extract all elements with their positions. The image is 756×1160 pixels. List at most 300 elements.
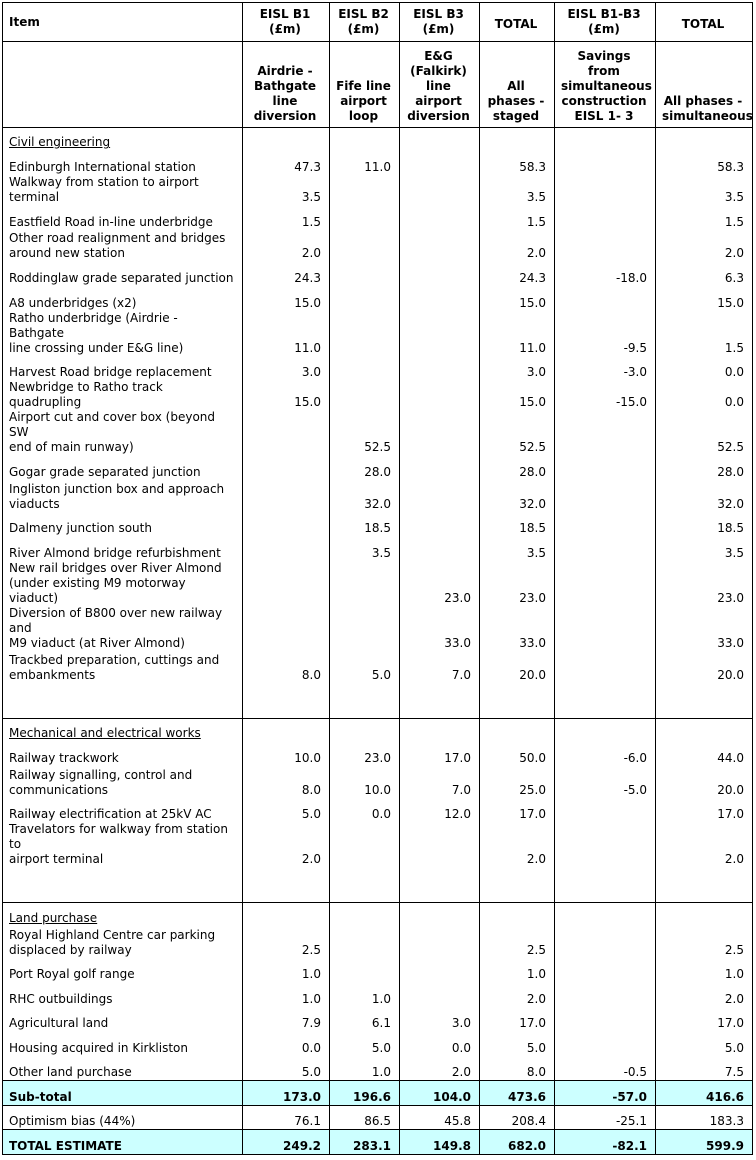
cell-value: 28.0 (717, 464, 744, 479)
total-value (330, 1081, 400, 1106)
section-header-row (3, 718, 753, 741)
value-cell (400, 455, 480, 480)
cell-value: 28.0 (519, 464, 546, 479)
table-row (3, 455, 753, 480)
cell-value: 17.0 (717, 1016, 744, 1031)
header-eisl-b1 (243, 3, 330, 42)
row-item-text: airport terminal (9, 852, 104, 867)
table-row (3, 356, 753, 381)
value-cell (330, 512, 400, 537)
row-item-text: Railway trackwork (9, 750, 119, 765)
table-row (3, 1031, 753, 1056)
value-cell (400, 651, 480, 683)
cell-value: 12.0 (444, 807, 471, 822)
value-cell (480, 311, 555, 356)
cell-value: 3.5 (724, 189, 744, 204)
cell-value: 15.0 (519, 295, 546, 310)
subheader-col3-line: line (426, 79, 451, 93)
value-cell (400, 1056, 480, 1081)
value-cell (330, 958, 400, 983)
value-cell (243, 380, 330, 410)
value-cell (656, 561, 753, 606)
total-value (656, 1105, 753, 1130)
value-cell (330, 536, 400, 561)
value-cell (243, 798, 330, 823)
row-item (3, 205, 243, 230)
cell-value: 473.6 (508, 1089, 546, 1104)
value-cell (555, 175, 656, 205)
value-cell (480, 766, 555, 798)
value-cell (330, 230, 400, 262)
value-cell (555, 205, 656, 230)
total-value (400, 1105, 480, 1130)
value-cell (656, 512, 753, 537)
cell-value: 5.0 (724, 1040, 744, 1055)
table-row (3, 286, 753, 311)
cell-value: 15.0 (294, 395, 321, 410)
table-row (3, 822, 753, 867)
row-item-text: Other road realignment and bridges (9, 231, 226, 246)
empty-cell (400, 903, 480, 926)
table-row (3, 606, 753, 651)
value-cell (480, 150, 555, 175)
header-total-simultaneous: TOTAL (656, 3, 753, 42)
section-title-text: Civil engineering (9, 135, 111, 150)
cell-value: -0.5 (623, 1065, 647, 1080)
row-item-text: RHC outbuildings (9, 991, 113, 1006)
value-cell (400, 1031, 480, 1056)
value-cell (243, 822, 330, 867)
value-cell (555, 311, 656, 356)
cell-value: 3.0 (451, 1016, 471, 1031)
subheader-col2-line: loop (348, 109, 379, 123)
header-eisl-b2-unit: (£m) (347, 22, 380, 36)
row-item-text: Newbridge to Ratho track quadrupling (9, 380, 163, 410)
cell-value: 7.0 (451, 667, 471, 682)
empty-cell (3, 683, 243, 719)
cell-value: 3.0 (301, 365, 321, 380)
cell-value: 2.0 (526, 246, 546, 261)
table-row (3, 175, 753, 205)
value-cell (400, 561, 480, 606)
cell-value: 2.0 (451, 1065, 471, 1080)
row-item-text: Dalmeny junction south (9, 521, 152, 536)
cell-value: 104.0 (433, 1089, 471, 1104)
optimism-bias-row (3, 1105, 753, 1130)
cell-value: 17.0 (717, 807, 744, 822)
cell-value: 86.5 (364, 1114, 391, 1129)
cell-value: 20.0 (717, 782, 744, 797)
value-cell (656, 798, 753, 823)
value-cell (330, 1056, 400, 1081)
value-cell (480, 958, 555, 983)
section-title-text: Mechanical and electrical works (9, 726, 201, 741)
total-value (400, 1081, 480, 1106)
row-item-text: Trackbed preparation, cuttings and (9, 652, 220, 667)
value-cell (480, 926, 555, 958)
row-item (3, 651, 243, 683)
cell-value: 6.3 (724, 271, 744, 286)
cost-estimate-table (2, 2, 753, 1155)
value-cell (243, 150, 330, 175)
row-item (3, 822, 243, 867)
cell-value: -82.1 (612, 1138, 647, 1153)
header-eisl-b1-unit: (£m) (269, 22, 301, 36)
empty-cell (3, 867, 243, 903)
total-label (3, 1105, 243, 1130)
cell-value: 44.0 (717, 750, 744, 765)
total-value (480, 1081, 555, 1106)
value-cell (656, 356, 753, 381)
cell-value: 8.0 (301, 782, 321, 797)
value-cell (555, 230, 656, 262)
row-item-text: communications (9, 782, 109, 797)
value-cell (243, 175, 330, 205)
cell-value: 3.5 (301, 189, 321, 204)
cell-value: 2.0 (526, 852, 546, 867)
row-item (3, 286, 243, 311)
value-cell (656, 455, 753, 480)
value-cell (656, 958, 753, 983)
row-item-text: Eastfield Road in-line underbridge (9, 214, 213, 229)
cell-value: 208.4 (511, 1114, 546, 1129)
row-item (3, 230, 243, 262)
cell-value: 1.0 (724, 967, 744, 982)
subheader-col5-line: construction (561, 94, 647, 108)
cell-value: 52.5 (717, 440, 744, 455)
value-cell (480, 741, 555, 766)
value-cell (243, 606, 330, 651)
value-cell (400, 261, 480, 286)
value-cell (555, 766, 656, 798)
cell-value: -5.0 (623, 782, 647, 797)
value-cell (656, 480, 753, 512)
cell-value: 183.3 (709, 1114, 744, 1129)
value-cell (400, 982, 480, 1007)
header-item: Item (3, 3, 243, 42)
cell-value: 2.0 (724, 852, 744, 867)
value-cell (555, 512, 656, 537)
value-cell (555, 410, 656, 455)
row-item (3, 536, 243, 561)
value-cell (555, 822, 656, 867)
value-cell (330, 561, 400, 606)
cell-value: -18.0 (615, 271, 647, 286)
total-label-text: Optimism bias (44%) (9, 1114, 136, 1129)
cell-value: 0.0 (724, 395, 744, 410)
row-item-text: Port Royal golf range (9, 967, 135, 982)
total-value (656, 1130, 753, 1155)
cell-value: 0.0 (451, 1040, 471, 1055)
header-eisl-b1-b3 (555, 3, 656, 42)
value-cell (243, 286, 330, 311)
value-cell (555, 356, 656, 381)
header-row (3, 3, 753, 42)
total-value (400, 1130, 480, 1155)
subheader-col4-line: All (507, 79, 525, 93)
empty-cell (330, 867, 400, 903)
value-cell (480, 480, 555, 512)
row-item (3, 261, 243, 286)
total-value (243, 1130, 330, 1155)
value-cell (480, 455, 555, 480)
table-row (3, 766, 753, 798)
cell-value: 15.0 (294, 295, 321, 310)
row-item (3, 410, 243, 455)
value-cell (243, 455, 330, 480)
value-cell (656, 606, 753, 651)
value-cell (480, 651, 555, 683)
value-cell (656, 311, 753, 356)
header-eisl-b1-b3-name: EISL B1-B3 (567, 7, 641, 21)
cell-value: 11.0 (519, 340, 546, 355)
subheader-col4-line: staged (492, 109, 540, 123)
row-item-text: Airport cut and cover box (beyond SW (9, 410, 216, 440)
cell-value: 149.8 (433, 1138, 471, 1153)
header-eisl-b2-name: EISL B2 (338, 7, 389, 21)
cell-value: 10.0 (364, 782, 391, 797)
table-row (3, 261, 753, 286)
cell-value: 7.5 (724, 1065, 744, 1080)
cell-value: 11.0 (294, 340, 321, 355)
subheader-col6-line: All phases - (663, 94, 743, 108)
cell-value: 1.0 (371, 991, 391, 1006)
table-row (3, 311, 753, 356)
empty-cell (330, 683, 400, 719)
subheader-col1-line: Bathgate (253, 79, 317, 93)
cell-value: 33.0 (717, 635, 744, 650)
value-cell (480, 561, 555, 606)
subheader-col2-line: Fife line (336, 79, 391, 93)
row-item (3, 150, 243, 175)
header-eisl-b1-name: EISL B1 (259, 7, 311, 21)
value-cell (400, 926, 480, 958)
value-cell (656, 205, 753, 230)
value-cell (400, 512, 480, 537)
value-cell (555, 561, 656, 606)
total-label-text: TOTAL ESTIMATE (9, 1138, 122, 1153)
cell-value: 32.0 (717, 496, 744, 511)
cell-value: 33.0 (519, 635, 546, 650)
empty-cell (656, 718, 753, 741)
cell-value: 2.0 (724, 246, 744, 261)
cell-value: 20.0 (519, 667, 546, 682)
value-cell (555, 1007, 656, 1032)
row-item (3, 455, 243, 480)
cell-value: 7.0 (451, 782, 471, 797)
subheader-col5 (555, 42, 656, 128)
subheader-col1 (243, 42, 330, 128)
cell-value: 17.0 (519, 807, 546, 822)
cell-value: 3.5 (526, 189, 546, 204)
row-item (3, 561, 243, 606)
subheader-col3-line: airport (415, 94, 462, 108)
cell-value: 283.1 (353, 1138, 391, 1153)
value-cell (400, 311, 480, 356)
empty-cell (480, 903, 555, 926)
subheader-col1-line: Airdrie - (257, 64, 313, 78)
cell-value: 50.0 (519, 750, 546, 765)
value-cell (400, 380, 480, 410)
table-row (3, 926, 753, 958)
cell-value: 1.0 (526, 967, 546, 982)
empty-cell (555, 903, 656, 926)
cell-value: -25.1 (615, 1114, 647, 1129)
value-cell (330, 606, 400, 651)
cell-value: 24.3 (294, 271, 321, 286)
cell-value: 249.2 (283, 1138, 321, 1153)
table-row (3, 561, 753, 606)
empty-cell (243, 903, 330, 926)
cell-value: 10.0 (294, 750, 321, 765)
empty-cell (330, 903, 400, 926)
row-item-text: M9 viaduct (at River Almond) (9, 635, 185, 650)
value-cell (656, 286, 753, 311)
row-item-text: New rail bridges over River Almond (9, 560, 222, 575)
value-cell (555, 1031, 656, 1056)
cell-value: 17.0 (444, 750, 471, 765)
value-cell (656, 1007, 753, 1032)
header-total-staged: TOTAL (480, 3, 555, 42)
row-item (3, 606, 243, 651)
cell-value: 1.5 (724, 340, 744, 355)
section-spacer-row (3, 867, 753, 903)
section-header-row (3, 128, 753, 151)
value-cell (555, 455, 656, 480)
value-cell (330, 150, 400, 175)
subheader-col3-line: diversion (407, 109, 470, 123)
value-cell (400, 205, 480, 230)
subheader-col3 (400, 42, 480, 128)
value-cell (330, 311, 400, 356)
value-cell (480, 380, 555, 410)
empty-cell (243, 683, 330, 719)
value-cell (243, 536, 330, 561)
row-item (3, 1056, 243, 1081)
cell-value: 52.5 (519, 440, 546, 455)
value-cell (555, 286, 656, 311)
empty-cell (480, 718, 555, 741)
cell-value: 599.9 (706, 1138, 744, 1153)
value-cell (330, 926, 400, 958)
table-body (3, 3, 753, 1155)
subheader-col3-line: (Falkirk) (410, 64, 467, 78)
value-cell (330, 380, 400, 410)
value-cell (243, 205, 330, 230)
value-cell (243, 311, 330, 356)
row-item-text: viaducts (9, 496, 60, 511)
value-cell (243, 410, 330, 455)
cell-value: 2.0 (301, 852, 321, 867)
row-item (3, 1031, 243, 1056)
empty-cell (243, 867, 330, 903)
row-item-text: Other land purchase (9, 1065, 132, 1080)
value-cell (243, 651, 330, 683)
empty-cell (400, 718, 480, 741)
row-item-text: Ingliston junction box and approach (9, 481, 225, 496)
empty-cell (480, 128, 555, 151)
cell-value: 76.1 (294, 1114, 321, 1129)
empty-cell (400, 683, 480, 719)
value-cell (330, 982, 400, 1007)
row-item-text: Railway electrification at 25kV AC (9, 807, 212, 822)
cell-value: 0.0 (301, 1040, 321, 1055)
value-cell (555, 1056, 656, 1081)
value-cell (400, 175, 480, 205)
row-item-text: Ratho underbridge (Airdrie - Bathgate (9, 310, 178, 340)
row-item-text: Harvest Road bridge replacement (9, 365, 212, 380)
cell-value: 1.0 (301, 967, 321, 982)
cell-value: 24.3 (519, 271, 546, 286)
value-cell (330, 286, 400, 311)
value-cell (330, 1031, 400, 1056)
row-item-text: Gogar grade separated junction (9, 464, 201, 479)
value-cell (400, 741, 480, 766)
table-row (3, 651, 753, 683)
value-cell (330, 356, 400, 381)
value-cell (656, 150, 753, 175)
cell-value: 32.0 (364, 496, 391, 511)
table-row (3, 205, 753, 230)
value-cell (330, 175, 400, 205)
header-eisl-b3 (400, 3, 480, 42)
subheader-col5-line: simultaneous (561, 79, 652, 93)
cell-value: 3.5 (371, 545, 391, 560)
cell-value: 5.0 (301, 807, 321, 822)
cell-value: 5.0 (371, 667, 391, 682)
value-cell (555, 926, 656, 958)
cell-value: 173.0 (283, 1089, 321, 1104)
cell-value: 23.0 (444, 590, 471, 605)
total-value (480, 1105, 555, 1130)
empty-cell (555, 718, 656, 741)
row-item (3, 480, 243, 512)
value-cell (555, 798, 656, 823)
value-cell (656, 1056, 753, 1081)
value-cell (400, 1007, 480, 1032)
table-row (3, 512, 753, 537)
table-row (3, 958, 753, 983)
cell-value: 32.0 (519, 496, 546, 511)
value-cell (243, 1007, 330, 1032)
table-row (3, 982, 753, 1007)
cell-value: 45.8 (444, 1114, 471, 1129)
total-estimate-row (3, 1130, 753, 1155)
cell-value: 2.0 (724, 991, 744, 1006)
value-cell (555, 651, 656, 683)
value-cell (656, 982, 753, 1007)
value-cell (555, 606, 656, 651)
empty-cell (656, 683, 753, 719)
empty-cell (400, 128, 480, 151)
value-cell (330, 741, 400, 766)
empty-cell (480, 683, 555, 719)
value-cell (480, 606, 555, 651)
cell-value: 2.5 (724, 942, 744, 957)
empty-cell (656, 867, 753, 903)
value-cell (330, 410, 400, 455)
subtotal-row (3, 1081, 753, 1106)
subheader-col2 (330, 42, 400, 128)
row-item (3, 380, 243, 410)
cell-value: 58.3 (519, 159, 546, 174)
value-cell (400, 150, 480, 175)
row-item (3, 311, 243, 356)
row-item (3, 1007, 243, 1032)
value-cell (330, 1007, 400, 1032)
row-item (3, 356, 243, 381)
value-cell (555, 982, 656, 1007)
